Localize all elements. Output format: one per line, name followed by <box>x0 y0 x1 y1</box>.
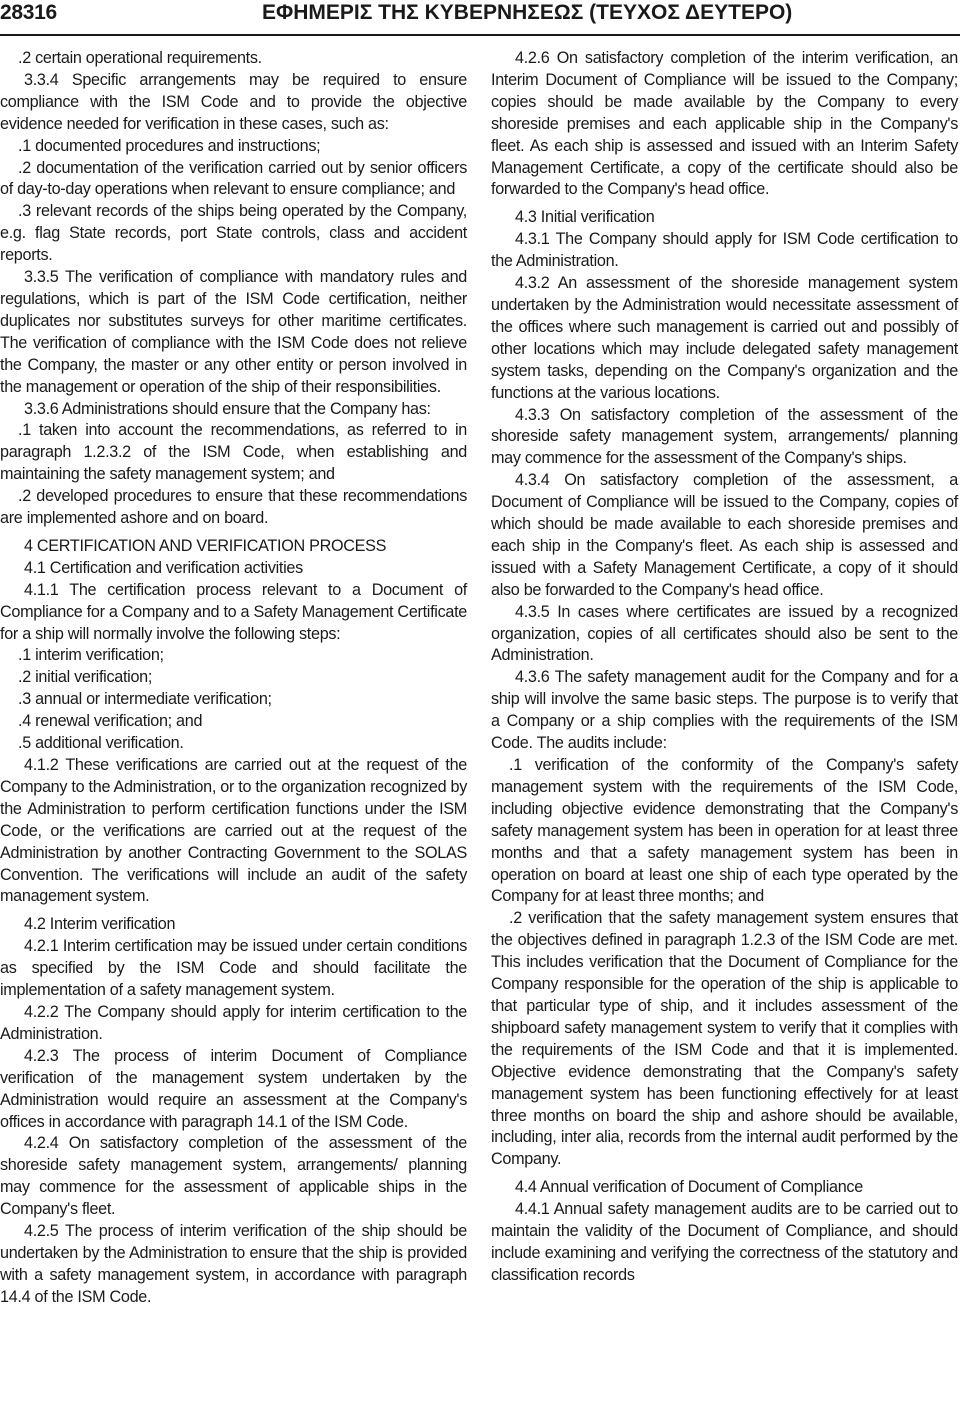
subsection-heading: 4.1 Certification and verification activities <box>24 558 303 577</box>
gazette-title: ΕΦΗΜΕΡΙΣ ΤΗΣ ΚΥΒΕΡΝΗΣΕΩΣ (ΤΕΥΧΟΣ ΔΕΥΤΕΡΟ) <box>262 1 793 24</box>
list-item: .2 verification that the safety management system ensures that the objectives defined in paragraph 1.2.3 of the ISM Code are met. This includes verification that the Document of Compliance for the Company responsible for the operation of the ship is applicable to that particular type of ship, and it includes assessment of the shipboard safety management system to verify that it complies with the requirements of the ISM Code and that it is implemented. Objective evidence demonstrating that the Company's safety management system has been functioning effectively for at least three months on board the ship and ashore should be available, including, inter alia, records from the internal audit performed by the Company. <box>491 909 958 1169</box>
page-header <box>0 0 960 36</box>
paragraph: 3.3.6 Administrations should ensure that the Company has: <box>24 399 431 418</box>
list-item: .5 additional verification. <box>18 734 184 753</box>
list-item: .2 documentation of the verification carried out by senior officers of day-to-day operations when relevant to ensure compliance; and <box>0 158 467 199</box>
paragraph: 4.3.6 The safety management audit for the Company and for a ship will involve the same basic steps. The purpose is to verify that a Company or a ship complies with the requirements of the ISM Code. The audits include: <box>491 668 958 753</box>
page-number: 28316 <box>0 1 57 24</box>
list-item: .2 developed procedures to ensure that these recommendations are implemented ashore and on board. <box>0 487 467 528</box>
paragraph: 4.3.2 An assessment of the shoreside management system undertaken by the Administration would necessitate assessment of the offices where such management is carried out and possibly of other locations which may include delegated safety management system tasks, depending on the Company's organization and the functions at the various locations. <box>491 274 958 402</box>
list-item: .1 verification of the conformity of the Company's safety management system with the requirements of the ISM Code, including objective evidence demonstrating that the Company's safety management system has been in operation for at least three months and that a safety management system has been in operation on board at least one ship of each type operated by the Company for at least three months; and <box>491 756 958 906</box>
subsection-heading: 4.3 Initial verification <box>515 208 655 227</box>
paragraph: 4.2.3 The process of interim Document of Compliance verification of the management system undertaken by the Administration would require an assessment at the Company's offices in accordance with paragraph 14.1 of the ISM Code. <box>0 1046 467 1131</box>
right-column <box>491 48 958 1287</box>
paragraph: 4.3.4 On satisfactory completion of the assessment, a Document of Compliance will be issued to the Company, copies of which should be made available to each shoreside premises and each ship in the Company's fleet. As each ship is assessed and issued with a Safety Management Certificate, a copy of it should also be forwarded to the Company's head office. <box>491 471 958 599</box>
list-item: .1 interim verification; <box>18 646 164 665</box>
paragraph: 3.3.5 The verification of compliance with mandatory rules and regulations, which is part of the ISM Code certification, neither duplicates nor substitutes surveys for other maritime certificates. The verification of compliance with the ISM Code does not relieve the Company, the master or any other entity or person involved in the management or operation of the ship of their responsibilities. <box>0 268 467 396</box>
subsection-heading: 4.4 Annual verification of Document of Compliance <box>515 1178 863 1197</box>
list-item: .3 relevant records of the ships being operated by the Company, e.g. flag State records, port State controls, class and accident reports. <box>0 202 467 265</box>
list-item: .4 renewal verification; and <box>18 712 203 731</box>
paragraph: 4.3.3 On satisfactory completion of the assessment of the shoreside safety management system, arrangements/ planning may commence for the assessment of the Company's ships. <box>491 405 958 468</box>
list-item: .1 taken into account the recommendations, as referred to in paragraph 1.2.3.2 of the ISM Code, when establishing and maintaining the safety management system; and <box>0 421 467 484</box>
paragraph: 4.3.5 In cases where certificates are issued by a recognized organization, copies of all certificates should also be sent to the Administration. <box>491 602 958 665</box>
paragraph: 4.2.4 On satisfactory completion of the assessment of the shoreside safety management system, arrangements/ planning may commence for the assessment of applicable ships in the Company's fleet. <box>0 1134 467 1219</box>
paragraph: 4.3.1 The Company should apply for ISM Code certification to the Administration. <box>491 230 958 271</box>
list-item: .2 certain operational requirements. <box>18 49 262 67</box>
paragraph: 4.2.6 On satisfactory completion of the interim verification, an Interim Document of Compliance will be issued to the Company; copies should be made available by the Company to every shoreside premises and each applicable ship in the Company's fleet. As each ship is assessed and issued with an Interim Safety Management Certificate, a copy of the certificate should also be forwarded to the Company's head office. <box>491 49 958 199</box>
paragraph: 4.1.2 These verifications are carried out at the request of the Company to the Administration, or to the organization recognized by the Administration to perform certification functions under the ISM Code, or the verifications are carried out at the request of the Administration by another Contracting Government to the SOLAS Convention. The verifications will include an audit of the safety management system. <box>0 756 467 906</box>
paragraph: 4.2.1 Interim certification may be issued under certain conditions as specified by the ISM Code and should facilitate the implementation of a safety management system. <box>0 937 467 1000</box>
section-heading: 4 CERTIFICATION AND VERIFICATION PROCESS <box>24 536 387 555</box>
paragraph: 4.4.1 Annual safety management audits are to be carried out to maintain the validity of the Document of Compliance, and should include examining and verifying the correctness of the statutory and classification records <box>491 1200 958 1284</box>
paragraph: 4.1.1 The certification process relevant to a Document of Compliance for a Company and to a Safety Management Certificate for a ship will normally involve the following steps: <box>0 580 467 643</box>
paragraph: 4.2.2 The Company should apply for interim certification to the Administration. <box>0 1002 467 1043</box>
subsection-heading: 4.2 Interim verification <box>24 915 176 934</box>
paragraph: 4.2.5 The process of interim verification of the ship should be undertaken by the Administration to ensure that the ship is provided with a safety management system, in accordance with paragraph 14.4 of the ISM Code. <box>0 1222 467 1306</box>
paragraph: 3.3.4 Specific arrangements may be required to ensure compliance with the ISM Code and to provide the objective evidence needed for verification in these cases, such as: <box>0 70 467 133</box>
list-item: .3 annual or intermediate verification; <box>18 690 272 709</box>
left-column <box>0 48 467 1309</box>
list-item: .2 initial verification; <box>18 668 153 687</box>
list-item: .1 documented procedures and instructions; <box>18 136 321 155</box>
